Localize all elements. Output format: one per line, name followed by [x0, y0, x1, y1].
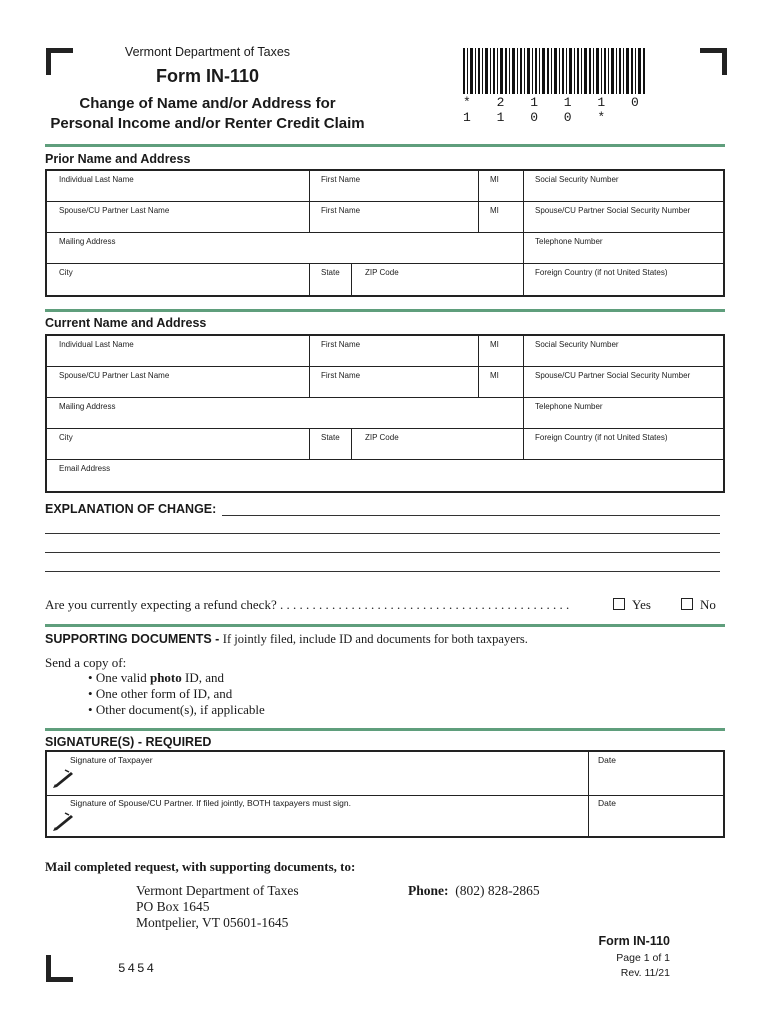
send-copy-label: Send a copy of:: [45, 655, 127, 670]
supporting-list: [88, 670, 265, 718]
list-item: • One valid photo ID, and: [88, 670, 265, 686]
section-rule: [45, 309, 725, 312]
phone-info: [408, 883, 540, 899]
signature-box: [45, 750, 725, 838]
form-subtitle: [50, 94, 365, 134]
address-line: Montpelier, VT 05601-1645: [136, 915, 289, 930]
refund-question: Are you currently expecting a refund check? . . . . . . . . . . . . . . . . . . . . . . . . . . . . . . . . . . . . . . . . . . . . .: [45, 597, 570, 612]
col-divider: [588, 752, 589, 836]
col-divider: [478, 171, 479, 232]
spouse-first-name-field[interactable]: First Name: [321, 206, 361, 215]
explanation-line-4[interactable]: [45, 571, 720, 572]
department-name: Vermont Department of Taxes: [124, 45, 291, 59]
first-name-field[interactable]: First Name: [321, 175, 361, 184]
city-field[interactable]: City: [59, 433, 73, 442]
col-divider: [478, 336, 479, 397]
col-divider: [309, 171, 310, 232]
barcode-text: * 2 1 1 1 0 1 1 0 0 *: [463, 95, 648, 125]
refund-yes-checkbox[interactable]: [613, 598, 625, 610]
revision: Rev. 11/21: [620, 967, 670, 979]
row-divider: [47, 459, 723, 460]
footer-form-number: Form IN-110: [598, 934, 670, 948]
pen-icon: [51, 766, 75, 790]
spouse-ssn-field[interactable]: Spouse/CU Partner Social Security Number: [535, 206, 691, 215]
mailing-address: [136, 883, 299, 931]
mi-field[interactable]: MI: [490, 340, 499, 349]
col-divider: [351, 428, 352, 459]
col-divider: [309, 336, 310, 397]
col-divider: [309, 263, 310, 295]
row-divider: [47, 428, 723, 429]
supporting-documents-heading: [45, 632, 528, 647]
phone-label: Phone:: [408, 883, 449, 898]
supporting-title: SUPPORTING DOCUMENTS: [45, 632, 212, 646]
explanation-label: EXPLANATION OF CHANGE:: [45, 502, 217, 516]
prior-section-title: Prior Name and Address: [45, 152, 191, 166]
row-divider: [47, 397, 723, 398]
section-rule: [45, 624, 725, 627]
col-divider: [309, 428, 310, 459]
explanation-line-3[interactable]: [45, 552, 720, 553]
taxpayer-date-field[interactable]: Date: [598, 755, 616, 765]
page-number: Page 1 of 1: [616, 952, 670, 964]
email-field[interactable]: Email Address: [59, 464, 111, 473]
col-divider: [523, 171, 524, 295]
corner-mark-top-left: [46, 48, 73, 75]
refund-yes-label: Yes: [632, 597, 651, 612]
spouse-mi-field[interactable]: MI: [490, 206, 499, 215]
mailing-address-field[interactable]: Mailing Address: [59, 237, 116, 246]
last-name-field[interactable]: Individual Last Name: [59, 340, 134, 349]
spouse-date-field[interactable]: Date: [598, 798, 616, 808]
spouse-signature-field[interactable]: Signature of Spouse/CU Partner. If filed jointly, BOTH taxpayers must sign.: [70, 798, 351, 808]
subtitle-line-1: Change of Name and/or Address for: [79, 95, 336, 112]
prior-form-box: [45, 169, 725, 297]
address-line: PO Box 1645: [136, 899, 210, 914]
row-divider: [47, 366, 723, 367]
signatures-title: SIGNATURE(S) - REQUIRED: [45, 735, 212, 749]
corner-mark-bottom-left: [46, 955, 73, 982]
mi-field[interactable]: MI: [490, 175, 499, 184]
pen-icon: [51, 809, 75, 833]
list-item: • Other document(s), if applicable: [88, 702, 265, 718]
spouse-ssn-field[interactable]: Spouse/CU Partner Social Security Number: [535, 371, 691, 380]
mailing-heading: Mail completed request, with supporting documents, to:: [45, 859, 356, 874]
row-divider: [47, 795, 723, 796]
ssn-field[interactable]: Social Security Number: [535, 340, 619, 349]
list-item: • One other form of ID, and: [88, 686, 265, 702]
explanation-line-2[interactable]: [45, 533, 720, 534]
col-divider: [351, 263, 352, 295]
spouse-last-name-field[interactable]: Spouse/CU Partner Last Name: [59, 206, 170, 215]
section-rule: [45, 144, 725, 147]
form-title: Form IN-110: [155, 66, 260, 86]
telephone-field[interactable]: Telephone Number: [535, 237, 603, 246]
spouse-first-name-field[interactable]: First Name: [321, 371, 361, 380]
taxpayer-signature-field[interactable]: Signature of Taxpayer: [70, 755, 153, 765]
row-divider: [47, 232, 723, 233]
city-field[interactable]: City: [59, 268, 73, 277]
row-divider: [47, 263, 723, 264]
supporting-note: If jointly filed, include ID and documents for both taxpayers.: [222, 632, 528, 646]
foreign-country-field[interactable]: Foreign Country (if not United States): [535, 268, 668, 277]
form-code: 5454: [118, 962, 157, 976]
spouse-last-name-field[interactable]: Spouse/CU Partner Last Name: [59, 371, 170, 380]
subtitle-line-2: Personal Income and/or Renter Credit Claim: [50, 115, 365, 132]
foreign-country-field[interactable]: Foreign Country (if not United States): [535, 433, 668, 442]
ssn-field[interactable]: Social Security Number: [535, 175, 619, 184]
footer-page-info: [560, 951, 670, 981]
state-field[interactable]: State: [321, 433, 340, 442]
section-rule: [45, 728, 725, 731]
refund-no-checkbox[interactable]: [681, 598, 693, 610]
address-line: Vermont Department of Taxes: [136, 883, 299, 898]
refund-no-label: No: [700, 597, 716, 612]
mailing-address-field[interactable]: Mailing Address: [59, 402, 116, 411]
telephone-field[interactable]: Telephone Number: [535, 402, 603, 411]
zip-field[interactable]: ZIP Code: [365, 268, 399, 277]
explanation-line-1[interactable]: [222, 515, 720, 516]
col-divider: [523, 336, 524, 459]
zip-field[interactable]: ZIP Code: [365, 433, 399, 442]
last-name-field[interactable]: Individual Last Name: [59, 175, 134, 184]
barcode: [463, 48, 645, 94]
current-section-title: Current Name and Address: [45, 316, 207, 330]
phone-number: (802) 828-2865: [455, 883, 540, 898]
row-divider: [47, 201, 723, 202]
state-field[interactable]: State: [321, 268, 340, 277]
corner-mark-top-right: [700, 48, 727, 75]
supporting-dash: -: [211, 632, 223, 646]
spouse-mi-field[interactable]: MI: [490, 371, 499, 380]
first-name-field[interactable]: First Name: [321, 340, 361, 349]
current-form-box: [45, 334, 725, 493]
